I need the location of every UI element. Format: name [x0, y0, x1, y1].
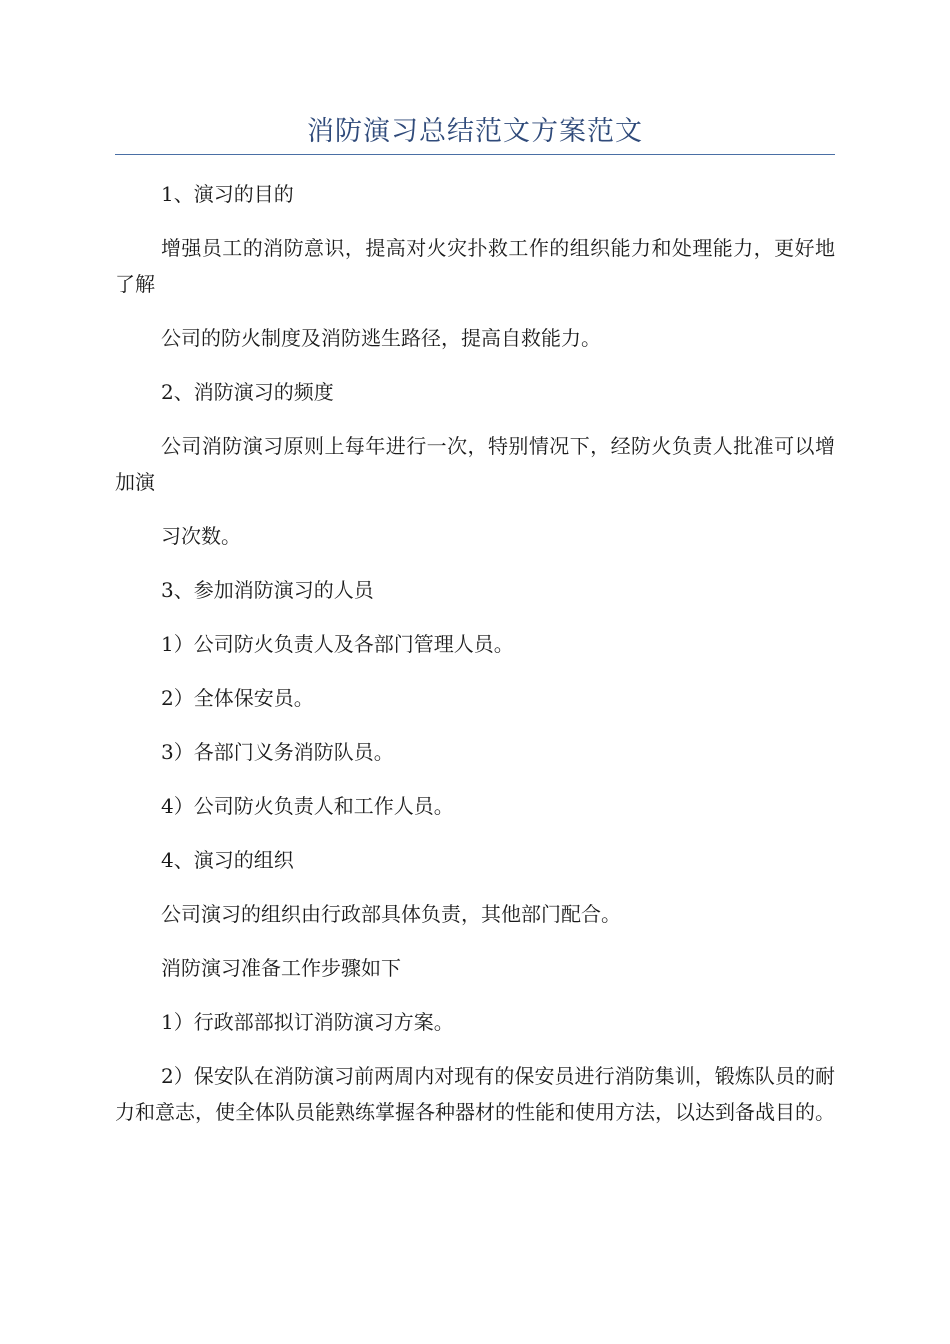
paragraph-14: 消防演习准备工作步骤如下	[161, 956, 401, 980]
paragraph-5: 公司消防演习原则上每年进行一次，特别情况下，经防火负责人批准可以增加演	[115, 434, 835, 494]
paragraph-1: 1、演习的目的	[161, 182, 294, 206]
paragraph-9: 2）全体保安员。	[161, 686, 314, 710]
document-title: 消防演习总结范文方案范文	[307, 116, 643, 147]
document-body	[115, 176, 835, 1148]
paragraph-8: 1）公司防火负责人及各部门管理人员。	[161, 632, 514, 656]
paragraph-2: 增强员工的消防意识，提高对火灾扑救工作的组织能力和处理能力，更好地了解	[115, 236, 835, 296]
paragraph-7: 3、参加消防演习的人员	[161, 578, 374, 602]
paragraph-15: 1）行政部部拟订消防演习方案。	[161, 1010, 454, 1034]
paragraph-16: 2）保安队在消防演习前两周内对现有的保安员进行消防集训，锻炼队员的耐力和意志，使全体队员能熟练掌握各种器材的性能和使用方法，以达到备战目的。	[115, 1064, 835, 1124]
paragraph-3: 公司的防火制度及消防逃生路径，提高自救能力。	[161, 326, 601, 350]
paragraph-13: 公司演习的组织由行政部具体负责，其他部门配合。	[161, 902, 621, 926]
paragraph-6: 习次数。	[161, 524, 241, 548]
paragraph-4: 2、消防演习的频度	[161, 380, 334, 404]
paragraph-10: 3）各部门义务消防队员。	[161, 740, 394, 764]
title-underline	[115, 154, 835, 155]
paragraph-11: 4）公司防火负责人和工作人员。	[161, 794, 454, 818]
paragraph-12: 4、演习的组织	[161, 848, 294, 872]
